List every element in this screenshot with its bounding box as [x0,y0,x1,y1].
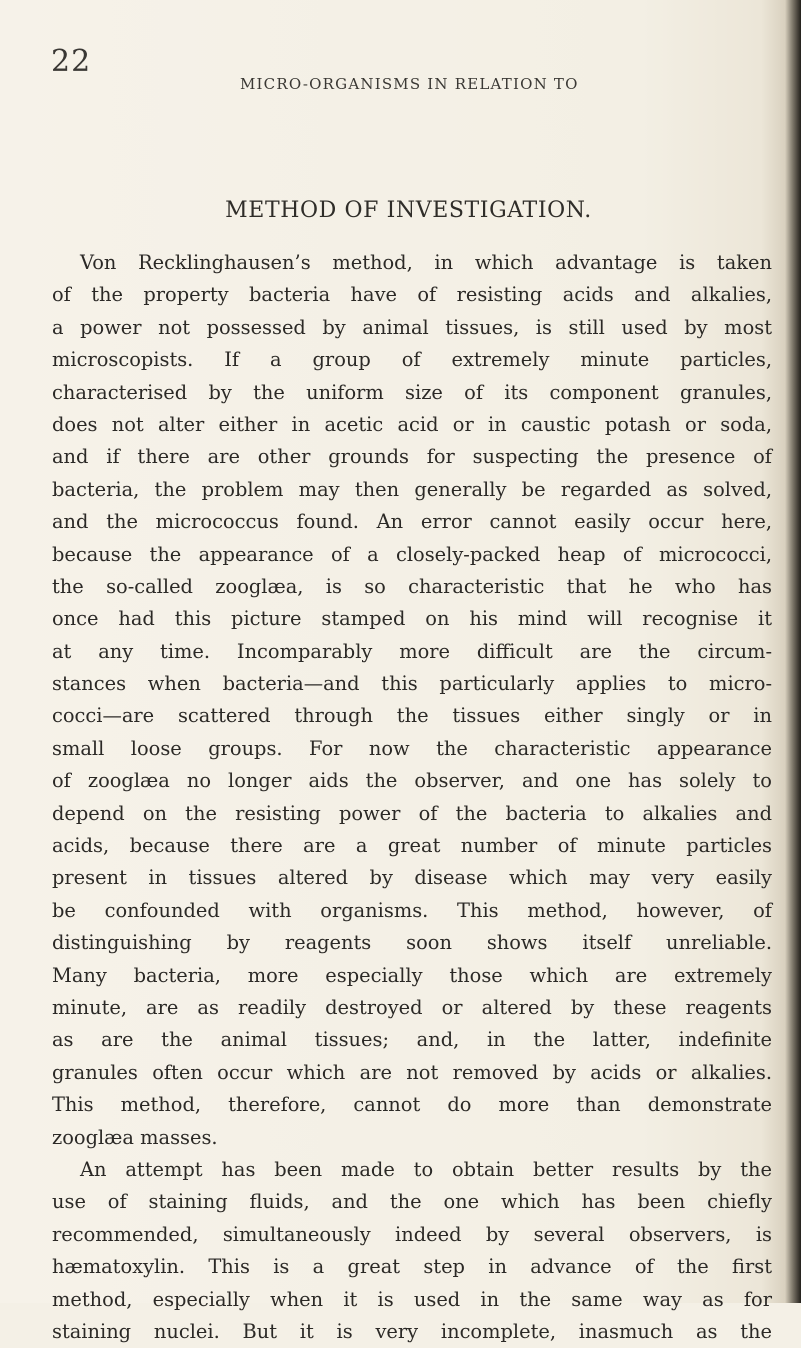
paragraph-2 [52,1154,772,1348]
text-line: a power not possessed by animal tissues, is still used by most [52,315,772,339]
text-line: staining nuclei. But it is very incomplete, inasmuch as the [52,1319,772,1343]
text-line: granules often occur which are not removed by acids or alkalies. [52,1060,772,1084]
text-line: of zooglæa no longer aids the observer, and one has solely to [52,769,772,793]
text-line: zooglæa masses. [52,1125,218,1149]
text-line: acids, because there are a great number of minute particles [52,834,772,858]
text-line: use of staining fluids, and the one which has been chiefly [52,1190,772,1214]
text-line: does not alter either in acetic acid or in caustic potash or soda, [52,412,772,436]
paragraph-1 [52,247,772,1154]
text-line: bacteria, the problem may then generally be regarded as solved, [52,477,772,501]
text-line: minute, are as readily destroyed or altered by these reagents [52,995,772,1019]
running-head: MICRO-ORGANISMS IN RELATION TO [240,75,579,93]
text-line: and the micrococcus found. An error cannot easily occur here, [52,510,772,534]
section-heading: METHOD OF INVESTIGATION. [225,198,592,223]
text-line: stances when bacteria—and this particularly applies to micro- [52,672,772,696]
text-line: An attempt has been made to obtain better results by the [80,1157,772,1181]
text-line: and if there are other grounds for suspecting the presence of [52,445,772,469]
text-line: characterised by the uniform size of its component granules, [52,380,772,404]
page-number: 22 [51,44,92,79]
text-line: of the property bacteria have of resisting acids and alkalies, [52,283,772,307]
text-line: cocci—are scattered through the tissues either singly or in [52,704,772,728]
text-line: distinguishing by reagents soon shows itself unreliable. [52,931,772,955]
text-line: hæmatoxylin. This is a great step in advance of the first [52,1255,772,1279]
text-line: Von Recklinghausen’s method, in which advantage is taken [80,251,772,274]
body-text [52,247,772,1348]
text-line: microscopists. If a group of extremely minute particles, [52,348,772,372]
text-line: be confounded with organisms. This method, however, of [52,898,772,922]
text-line: present in tissues altered by disease which may very easily [52,866,772,890]
text-line: once had this picture stamped on his mind will recognise it [52,607,772,631]
text-line: recommended, simultaneously indeed by several observers, is [52,1222,772,1246]
text-line: at any time. Incomparably more difficult are the circum- [52,639,772,663]
text-line: because the appearance of a closely-packed heap of micrococci, [52,542,772,566]
text-line: depend on the resisting power of the bacteria to alkalies and [52,801,772,825]
text-line: method, especially when it is used in the same way as for [52,1287,772,1311]
text-line: small loose groups. For now the characteristic appearance [52,736,772,760]
text-line: This method, therefore, cannot do more than demonstrate [52,1093,772,1117]
text-line: Many bacteria, more especially those which are extremely [52,963,772,987]
page-edge-shadow [785,0,801,1303]
text-line: the so-called zooglæa, is so characteristic that he who has [52,574,772,598]
text-line: as are the animal tissues; and, in the latter, indefinite [52,1028,772,1052]
